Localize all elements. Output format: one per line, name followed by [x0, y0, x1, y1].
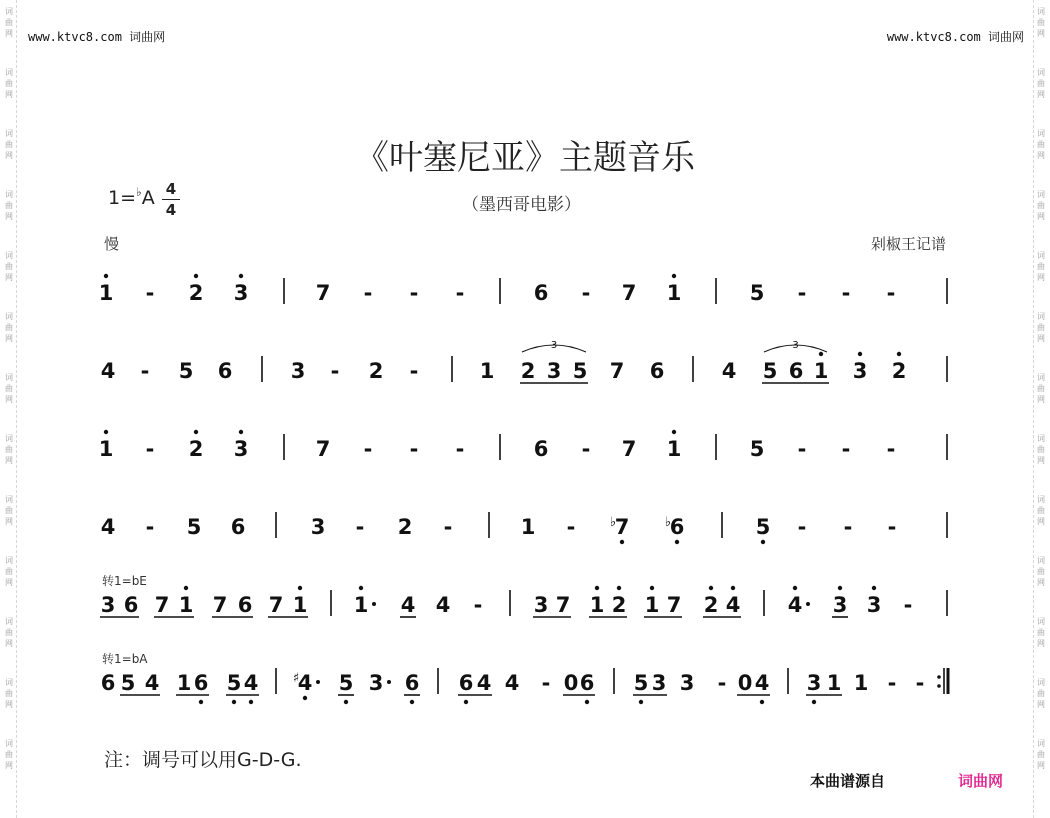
octave-dot-low [760, 700, 764, 704]
octave-dot-high [819, 352, 823, 356]
note-digit: 5 [749, 437, 765, 461]
triplet-label: 3 [550, 340, 558, 351]
triplet-arc [522, 345, 586, 352]
watermark-text: 词 曲 网 [5, 7, 13, 38]
note-digit: 2 [703, 593, 719, 617]
sustain-dash: - [841, 437, 851, 461]
note-digit: 0 [563, 671, 579, 695]
octave-dot-high [239, 430, 243, 434]
note-digit: 7 [666, 593, 682, 617]
note-digit: 6 [533, 437, 549, 461]
note-digit: 5 [186, 515, 202, 539]
octave-dot-high [298, 586, 302, 590]
octave-dot-low [199, 700, 203, 704]
key-signature [108, 187, 155, 209]
tempo-marking: 慢 [104, 235, 120, 253]
octave-dot-low [761, 540, 765, 544]
sustain-dash: - [363, 281, 373, 305]
watermark-text: 词 曲 网 [5, 68, 13, 99]
note-digit: 4 [435, 593, 451, 617]
triplet-arc [764, 345, 827, 352]
note-digit: 3 [290, 359, 306, 383]
sustain-dash: - [409, 437, 419, 461]
note-digit: 4 [297, 671, 313, 695]
note-digit: 3 [679, 671, 695, 695]
sustain-dash: - [145, 281, 155, 305]
note-digit: 1 [98, 281, 114, 305]
repeat-dot [937, 675, 941, 679]
octave-dot-low [585, 700, 589, 704]
augmentation-dot [806, 602, 810, 606]
note-digit: 5 [178, 359, 194, 383]
octave-dot-high [897, 352, 901, 356]
watermark-text: 词 曲 网 [1037, 7, 1045, 38]
watermark-text: 词 曲 网 [5, 129, 13, 160]
note-digit: 4 [754, 671, 770, 695]
octave-dot-low [303, 696, 307, 700]
note-digit: 4 [400, 593, 416, 617]
sustain-dash: - [841, 281, 851, 305]
sustain-dash: - [473, 593, 483, 617]
octave-dot-low [410, 700, 414, 704]
octave-dot-high [731, 586, 735, 590]
watermark-text: 词 曲 网 [5, 556, 13, 587]
note-digit: 6 [123, 593, 139, 617]
time-signature [162, 180, 180, 219]
flat-icon: ♭ [136, 185, 142, 199]
note-digit: 6 [230, 515, 246, 539]
octave-dot-high [617, 586, 621, 590]
note-digit: 7 [609, 359, 625, 383]
note-digit: 3 [100, 593, 116, 617]
note-digit: 5 [755, 515, 771, 539]
octave-dot-high [793, 586, 797, 590]
brand-link[interactable]: 词曲网 [958, 772, 1004, 790]
sustain-dash: - [566, 515, 576, 539]
octave-dot-high [650, 586, 654, 590]
sustain-dash: - [455, 281, 465, 305]
watermark-text: 词 曲 网 [5, 495, 13, 526]
note-digit: 2 [368, 359, 384, 383]
note-digit: 3 [233, 281, 249, 305]
octave-dot-high [359, 586, 363, 590]
octave-dot-low [344, 700, 348, 704]
note-digit: 3 [806, 671, 822, 695]
note-digit: 1 [589, 593, 605, 617]
note-digit: 6 [458, 671, 474, 695]
note-digit: 7 [315, 281, 331, 305]
note-digit: 4 [721, 359, 737, 383]
triplet-label: 3 [792, 340, 799, 351]
note-digit: 6 [649, 359, 665, 383]
note-digit: 3 [546, 359, 562, 383]
octave-dot-high [239, 274, 243, 278]
watermark-text: 词 曲 网 [1037, 678, 1045, 709]
flat-icon: ♭ [609, 515, 617, 530]
note-digit: 6 [669, 515, 685, 539]
octave-dot-high [104, 274, 108, 278]
note-digit: 1 [813, 359, 829, 383]
note-digit: 6 [533, 281, 549, 305]
watermark-text: 词 曲 网 [1037, 373, 1045, 404]
sustain-dash: - [797, 437, 807, 461]
note-digit: 1 [644, 593, 660, 617]
note-digit: 5 [572, 359, 588, 383]
note-digit: 4 [787, 593, 803, 617]
sustain-dash: - [409, 281, 419, 305]
song-title: 《叶塞尼亚》主题音乐 [355, 138, 695, 178]
watermark-text: 词 曲 网 [1037, 190, 1045, 221]
note-digit: 3 [651, 671, 667, 695]
note-digit: 3 [368, 671, 384, 695]
note-digit: 7 [212, 593, 228, 617]
sustain-dash: - [581, 437, 591, 461]
watermark-text: 词 曲 网 [5, 251, 13, 282]
octave-dot-low [675, 540, 679, 544]
sustain-dash: - [797, 281, 807, 305]
note-digit: 5 [226, 671, 242, 695]
note-digit: 5 [120, 671, 136, 695]
watermark-text: 词 曲 网 [5, 434, 13, 465]
key-tonic: A [141, 187, 155, 209]
note-digit: 3 [866, 593, 882, 617]
modulation-label: 转1=bA [102, 652, 148, 666]
note-digit: 4 [504, 671, 520, 695]
note-digit: 1 [826, 671, 842, 695]
octave-dot-high [194, 274, 198, 278]
note-digit: 2 [891, 359, 907, 383]
octave-dot-high [872, 586, 876, 590]
note-digit: 1 [178, 593, 194, 617]
augmentation-dot [372, 602, 376, 606]
note-digit: 7 [614, 515, 630, 539]
sustain-dash: - [145, 515, 155, 539]
note-digit: 1 [479, 359, 495, 383]
note-digit: 4 [476, 671, 492, 695]
note-digit: 3 [832, 593, 848, 617]
sustain-dash: - [903, 593, 913, 617]
source-label: 本曲谱源自 [810, 772, 886, 790]
note-digit: 1 [666, 281, 682, 305]
note-digit: 4 [243, 671, 259, 695]
note-digit: 6 [788, 359, 804, 383]
octave-dot-low [232, 700, 236, 704]
sustain-dash: - [887, 515, 897, 539]
watermark-text: 词 曲 网 [5, 678, 13, 709]
note-digit: 1 [98, 437, 114, 461]
sustain-dash: - [140, 359, 150, 383]
watermark-text: 词 曲 网 [5, 739, 13, 770]
note-digit: 7 [621, 437, 637, 461]
watermark-text: 词 曲 网 [1037, 251, 1045, 282]
note-digit: 7 [154, 593, 170, 617]
note-digit: 6 [579, 671, 595, 695]
key-prefix: 1= [108, 187, 137, 209]
sustain-dash: - [915, 671, 925, 695]
octave-dot-low [464, 700, 468, 704]
note-digit: 2 [611, 593, 627, 617]
sustain-dash: - [886, 281, 896, 305]
flat-icon: ♭ [664, 515, 672, 530]
sustain-dash: - [355, 515, 365, 539]
repeat-dot [937, 684, 941, 688]
sustain-dash: - [363, 437, 373, 461]
note-digit: 2 [188, 281, 204, 305]
watermark-text: 词 曲 网 [1037, 495, 1045, 526]
note-digit: 5 [762, 359, 778, 383]
sustain-dash: - [843, 515, 853, 539]
note-digit: 1 [353, 593, 369, 617]
note-digit: 7 [555, 593, 571, 617]
octave-dot-high [184, 586, 188, 590]
watermark-text: 词 曲 网 [5, 190, 13, 221]
note-digit: 3 [310, 515, 326, 539]
watermark-text: 词 曲 网 [1037, 68, 1045, 99]
note-digit: 6 [237, 593, 253, 617]
modulation-label: 转1=bE [102, 574, 147, 588]
watermark-column-left [2, 0, 17, 818]
augmentation-dot [387, 680, 391, 684]
octave-dot-high [838, 586, 842, 590]
watermark-text: 词 曲 网 [1037, 312, 1045, 343]
sustain-dash: - [581, 281, 591, 305]
note-digit: 5 [749, 281, 765, 305]
watermark-text: 词 曲 网 [5, 617, 13, 648]
note-digit: 4 [100, 515, 116, 539]
octave-dot-high [709, 586, 713, 590]
time-signature-top: 4 [165, 180, 177, 198]
watermark-column-right [1033, 0, 1048, 818]
octave-dot-low [812, 700, 816, 704]
octave-dot-low [639, 700, 643, 704]
note-digit: 7 [315, 437, 331, 461]
note-digit: 4 [725, 593, 741, 617]
note-digit: 1 [176, 671, 192, 695]
augmentation-dot [316, 680, 320, 684]
note-digit: 1 [853, 671, 869, 695]
sustain-dash: - [797, 515, 807, 539]
sustain-dash: - [409, 359, 419, 383]
note-digit: 3 [852, 359, 868, 383]
note-digit: 6 [100, 671, 116, 695]
time-signature-bar [162, 199, 180, 200]
site-url-right[interactable]: www.ktvc8.com 词曲网 [886, 30, 1024, 44]
sustain-dash: - [330, 359, 340, 383]
footnote: 注：调号可以用G-D-G. [104, 749, 302, 771]
octave-dot-high [595, 586, 599, 590]
note-digit: 3 [233, 437, 249, 461]
sustain-dash: - [886, 437, 896, 461]
octave-dot-high [672, 274, 676, 278]
note-digit: 7 [268, 593, 284, 617]
note-digit: 5 [633, 671, 649, 695]
note-digit: 6 [404, 671, 420, 695]
note-digit: 2 [188, 437, 204, 461]
watermark-text: 词 曲 网 [5, 373, 13, 404]
octave-dot-high [194, 430, 198, 434]
octave-dot-low [620, 540, 624, 544]
note-digit: 1 [666, 437, 682, 461]
transcriber-credit: 剁椒王记谱 [870, 235, 946, 253]
note-digit: 5 [338, 671, 354, 695]
sustain-dash: - [887, 671, 897, 695]
sustain-dash: - [717, 671, 727, 695]
note-digit: 6 [217, 359, 233, 383]
octave-dot-high [858, 352, 862, 356]
note-digit: 4 [100, 359, 116, 383]
site-url-left[interactable]: www.ktvc8.com 词曲网 [28, 30, 166, 44]
note-digit: 1 [292, 593, 308, 617]
octave-dot-low [249, 700, 253, 704]
octave-dot-high [672, 430, 676, 434]
watermark-text: 词 曲 网 [1037, 556, 1045, 587]
note-digit: 1 [520, 515, 536, 539]
watermark-text: 词 曲 网 [1037, 434, 1045, 465]
note-digit: 2 [397, 515, 413, 539]
note-digit: 2 [520, 359, 536, 383]
note-digit: 7 [621, 281, 637, 305]
sustain-dash: - [455, 437, 465, 461]
note-digit: 3 [533, 593, 549, 617]
sustain-dash: - [443, 515, 453, 539]
watermark-text: 词 曲 网 [1037, 129, 1045, 160]
song-subtitle: （墨西哥电影） [462, 195, 581, 215]
watermark-text: 词 曲 网 [1037, 739, 1045, 770]
watermark-text: 词 曲 网 [5, 312, 13, 343]
sustain-dash: - [541, 671, 551, 695]
note-digit: 0 [737, 671, 753, 695]
watermark-text: 词 曲 网 [1037, 617, 1045, 648]
time-signature-bottom: 4 [165, 201, 177, 219]
octave-dot-high [104, 430, 108, 434]
note-digit: 4 [144, 671, 160, 695]
note-digit: 6 [193, 671, 209, 695]
sharp-icon: ♯ [292, 671, 300, 686]
sustain-dash: - [145, 437, 155, 461]
